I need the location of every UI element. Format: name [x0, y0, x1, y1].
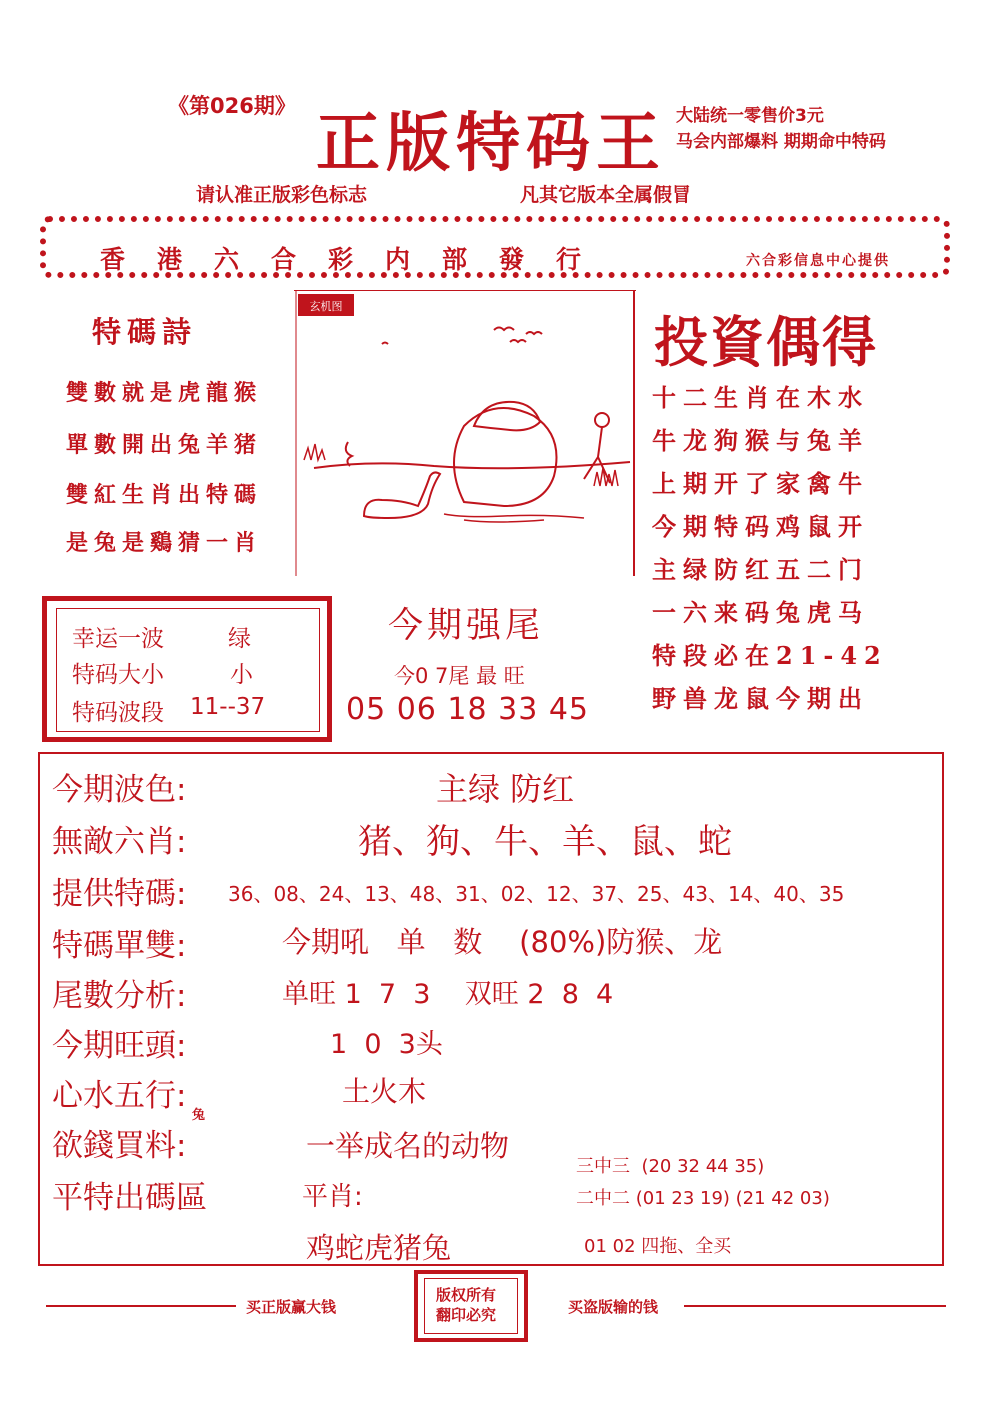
rock-icon: [454, 408, 557, 506]
frog-icon: [474, 402, 540, 430]
swan-icon: [364, 472, 440, 518]
invest-line: 野兽龙鼠今期出: [652, 684, 869, 713]
strong-tail-numbers: 05 06 18 33 45: [346, 692, 590, 727]
info-value-six-zodiac: 猪、狗、牛、羊、鼠、蛇: [358, 822, 732, 862]
authenticity-notice: 请认准正版彩色标志: [196, 184, 368, 206]
invest-line: 上期开了家禽牛: [652, 469, 869, 498]
invest-line: 主绿防红五二门: [652, 555, 869, 584]
combo-drag: 01 02 四拖、全买: [584, 1236, 732, 1257]
info-value-flat-zone: 平肖:: [302, 1182, 363, 1212]
info-label-paid-tip: 欲錢買料:: [52, 1128, 187, 1164]
info-label-hot-head: 今期旺頭:: [52, 1028, 187, 1064]
poem-line: 雙紅生肖出特碼: [66, 482, 263, 508]
info-tip-mark: 兔: [192, 1108, 206, 1123]
invest-title: 投資偶得: [654, 310, 878, 374]
slogan-text: 马会内部爆料 期期命中特码: [676, 132, 886, 152]
counterfeit-notice: 凡其它版本全属假冒: [520, 184, 692, 206]
picture-stamp-text: 玄机图: [309, 300, 343, 313]
bird-icon: [382, 343, 388, 345]
combo-two: 二中二 (01 23 19) (21 42 03): [576, 1188, 830, 1209]
poem-line: 雙數就是虎龍猴: [66, 380, 263, 406]
info-value-special-numbers: 36、08、24、13、48、31、02、12、37、25、43、14、40、35: [228, 882, 845, 906]
lucky-label: 幸运一波: [72, 626, 164, 652]
info-value-paid-tip: 一举成名的动物: [306, 1129, 510, 1163]
page-title: 正版特码王: [316, 106, 666, 181]
bird-icon: [526, 332, 542, 334]
footer-left-text: 买正版赢大钱: [246, 1298, 337, 1316]
poem-line: 是兔是鷄猜一肖: [66, 530, 263, 556]
invest-line: 特段必在21-42: [652, 641, 888, 670]
banner-side-text: 六合彩信息中心提供: [746, 253, 890, 269]
lucky-value: 11--37: [190, 694, 266, 720]
info-label-special-numbers: 提供特碼:: [52, 876, 187, 912]
info-value-wave-color: 主绿 防红: [436, 770, 575, 808]
info-label-tail-analysis: 尾數分析:: [52, 978, 187, 1014]
lucky-label: 特码波段: [72, 700, 164, 726]
banner-title: 香港六合彩内部發行: [100, 245, 614, 274]
bird-icon: [510, 340, 526, 342]
poem-title: 特碼詩: [92, 315, 198, 349]
invest-line: 牛龙狗猴与兔羊: [652, 426, 869, 455]
lucky-value: 绿: [228, 626, 251, 652]
info-value-tail-analysis: 单旺 1 7 3 双旺 2 8 4: [282, 979, 614, 1010]
strong-tail-title: 今期强尾: [388, 606, 545, 646]
figure-head-icon: [595, 413, 609, 427]
seal-text-line1: 版权所有: [436, 1286, 497, 1304]
seal-text-line2: 翻印必究: [436, 1306, 497, 1324]
strong-tail-subtitle: 今0 7尾 最 旺: [394, 664, 525, 688]
footer-right-text: 买盗版输的钱: [568, 1298, 659, 1316]
lucky-value: 小: [230, 662, 253, 688]
invest-line: 今期特码鸡鼠开: [652, 512, 869, 541]
info-label-six-zodiac: 無敵六肖:: [52, 824, 187, 860]
info-value-hot-head: 1 0 3头: [330, 1029, 443, 1060]
info-label-odd-even: 特碼單雙:: [52, 928, 187, 964]
info-label-wave-color: 今期波色:: [52, 772, 187, 808]
price-text: 大陆统一零售价3元: [676, 106, 824, 126]
lucky-label: 特码大小: [72, 662, 164, 688]
info-label-five-elements: 心水五行:: [52, 1078, 187, 1114]
footer-rule-left: [46, 1305, 236, 1307]
info-label-flat-zone: 平特出碼區: [52, 1180, 207, 1216]
issue-number: 《第026期》: [168, 94, 296, 118]
info-value-odd-even: 今期吼 单 数 (80%)防猴、龙: [282, 925, 723, 959]
poem-line: 單數開出兔羊猪: [66, 432, 263, 458]
flat-animals: 鸡蛇虎猪兔: [306, 1231, 452, 1265]
footer-rule-right: [684, 1305, 946, 1307]
invest-line: 一六来码兔虎马: [652, 598, 869, 627]
combo-three: 三中三 (20 32 44 35): [576, 1156, 765, 1177]
info-value-five-elements: 土火木: [342, 1075, 427, 1108]
bird-icon: [494, 328, 514, 331]
invest-line: 十二生肖在木水: [652, 383, 869, 412]
riddle-picture: [294, 290, 636, 576]
